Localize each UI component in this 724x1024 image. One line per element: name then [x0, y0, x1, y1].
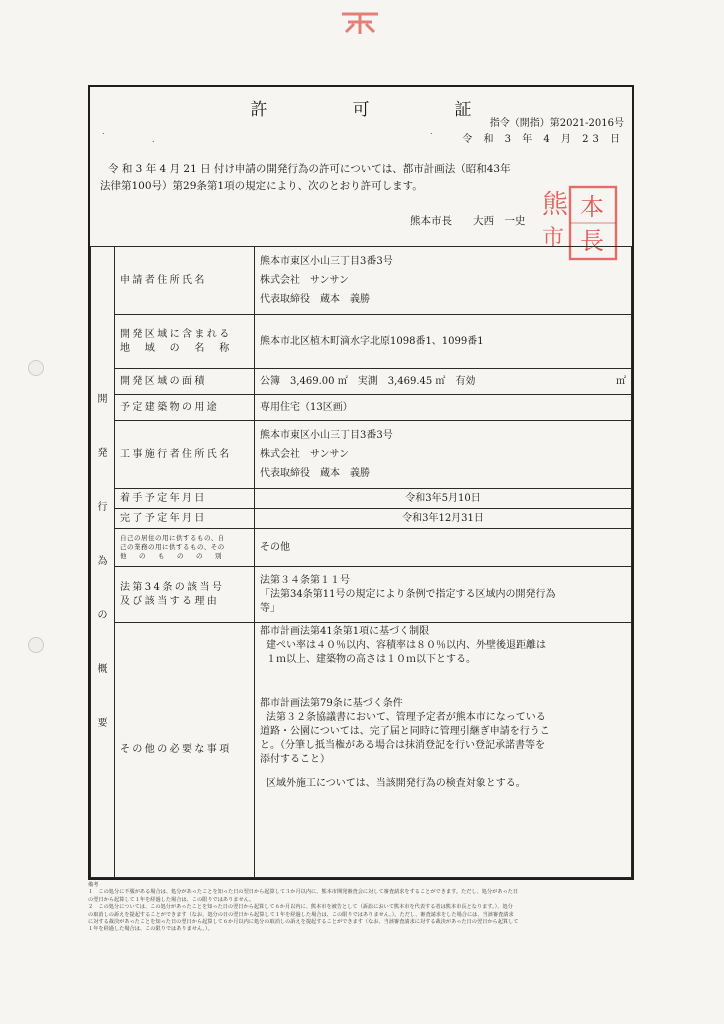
- area-name-label-2: 地 域 の 名 称: [120, 342, 232, 354]
- scan-dot: .: [430, 127, 433, 136]
- side-char: 開: [97, 394, 108, 405]
- other-block1-line: １ｍ以上、建築物の高さは１０ｍ以下とする。: [266, 654, 476, 665]
- other-block1-line: 建ぺい率は４０％以内、容積率は８０％以内、外壁後退距離は: [266, 640, 546, 651]
- permit-document: [88, 85, 634, 880]
- permit-details-table: [90, 246, 632, 878]
- registry-value: 3,469.00 ㎡: [290, 375, 348, 387]
- issuer-name: 熊本市長 大西 一史: [410, 215, 526, 227]
- notes-line: １ この処分に不服がある場合は、処分があったことを知った日の翌日から起算して３か月以内に、熊本市開発審査会に対して審査請求をすることができます。ただし、処分があった日: [88, 889, 519, 896]
- purpose-label-1: 自己の居住の用に供するもの、自: [120, 534, 225, 542]
- article34-line-2: 「法第34条第11号の規定により条例で指定する区域内の開発行為: [260, 588, 556, 600]
- notes-line: ２ この処分については、この処分があったことを知った日の翌日から起算して６か月以内に、熊本市を被告として（訴訟において熊本市を代表する者は熊本市長となります。）、処分: [88, 904, 513, 911]
- contractor-representative: 代表取締役 蔵本 義勝: [260, 468, 370, 479]
- permit-number: 指令（開指）第2021-2016号: [489, 118, 624, 129]
- article34-label-2: 及び該当する理由: [120, 595, 220, 607]
- other-label: その他の必要な事項: [115, 623, 255, 878]
- end-date-label: 完了予定年月日: [115, 509, 255, 529]
- purpose-label: [115, 529, 255, 567]
- side-char: 為: [97, 556, 108, 567]
- area-size-label: 開発区域の面積: [115, 369, 255, 395]
- notes-line: の取消しの訴えを提起することができます（なお、処分の日の翌日から起算して１年を経過した場合は、この限りではありません。）。ただし、審査請求をした場合には、当該審査請求: [88, 911, 514, 918]
- building-use-value: 専用住宅（13区画）: [255, 395, 632, 421]
- seal-text-left-2: 市: [542, 226, 565, 251]
- purpose-value: その他: [255, 529, 632, 567]
- applicant-representative: 代表取締役 蔵本 義勝: [260, 294, 370, 305]
- article34-label: [115, 567, 255, 623]
- area-name-label: [115, 315, 255, 369]
- building-use-label: 予定建築物の用途: [115, 395, 255, 421]
- permit-date: 令 和 3 年 4 月 23 日: [462, 134, 624, 145]
- side-char: 発: [97, 448, 108, 459]
- other-block1-heading: 都市計画法第41条第1項に基づく制限: [260, 626, 430, 637]
- scan-dot: .: [152, 135, 155, 144]
- contractor-company: 株式会社 サンサン: [260, 449, 349, 460]
- side-char: 行: [97, 502, 108, 513]
- article34-label-1: 法第34条の該当号: [120, 581, 225, 593]
- document-title: 許 可 証: [250, 100, 506, 120]
- punch-hole: [28, 360, 44, 376]
- applicant-company: 株式会社 サンサン: [260, 275, 349, 286]
- start-date-value: 令和3年5月10日: [255, 489, 632, 509]
- end-date-value: 令和3年12月31日: [255, 509, 632, 529]
- notes-line: １年を経過した場合は、この限りではありません。）。: [88, 926, 213, 933]
- area-name-label-1: 開発区域に含まれる: [120, 328, 232, 340]
- start-date-label: 着手予定年月日: [115, 489, 255, 509]
- seal-text-right: 本: [580, 193, 604, 221]
- seal-text-right-2: 長: [580, 227, 604, 255]
- area-size-value: [255, 369, 632, 395]
- other-block2-line: と。（分筆し抵当権がある場合は抹消登記を行い登記承諾書等を: [260, 740, 545, 751]
- effective-label: 有効: [455, 375, 476, 387]
- other-block2-heading: 都市計画法第79条に基づく条件: [260, 698, 403, 709]
- red-stamp-mark: [338, 8, 382, 36]
- registry-label: 公簿: [260, 375, 280, 387]
- notes-line: に対する裁決があったことを知った日の翌日から起算して６か月以内に処分の取消しの訴えを提起することができます（なお、当該審査請求に対する裁決があった日の翌日から起算して: [88, 919, 519, 926]
- applicant-value: [255, 247, 632, 315]
- side-char: 概: [97, 664, 108, 675]
- area-name-value: 熊本市北区植木町滴水字北原1098番1、1099番1: [255, 315, 632, 369]
- scan-dot: .: [102, 127, 105, 136]
- other-block2-line: 法第３２条協議書において、管理予定者が熊本市になっている: [266, 712, 546, 723]
- contractor-label: 工事施行者住所氏名: [115, 421, 255, 489]
- contractor-value: [255, 421, 632, 489]
- survey-label: 実測: [357, 375, 378, 387]
- other-block3: 区域外施工については、当該開発行為の検査対象とする。: [266, 778, 526, 789]
- applicant-address: 熊本市東区小山三丁目3番3号: [260, 256, 393, 267]
- preamble-line-2: 法律第100号）第29条第1項の規定により、次のとおり許可します。: [100, 180, 423, 192]
- survey-value: 3,469.45 ㎡: [387, 375, 446, 387]
- purpose-label-2: 己の業務の用に供するもの、その: [120, 543, 225, 551]
- article34-line-3: 等」: [260, 602, 280, 614]
- punch-hole: [28, 637, 44, 653]
- other-block2-line: 添付すること）: [260, 754, 330, 765]
- side-char: 要: [97, 718, 108, 729]
- other-block2-line: 道路・公園については、完了届と同時に管理引継ぎ申請を行うこ: [260, 726, 550, 737]
- contractor-address: 熊本市東区小山三丁目3番3号: [260, 430, 393, 441]
- purpose-label-3: 他 の も の の 別: [120, 552, 225, 560]
- side-char: の: [97, 610, 108, 621]
- notes-section: [88, 882, 638, 934]
- seal-text-left: 熊: [542, 190, 569, 220]
- other-value: [255, 623, 632, 878]
- notes-line: の翌日から起算して１年を経過した場合は、この限りではありません。: [88, 896, 255, 903]
- side-label: [91, 247, 115, 878]
- article34-line-1: 法第３４条第１１号: [260, 574, 350, 586]
- preamble-line-1: 令 和 3 年 4 月 21 日 付け申請の開発行為の許可については、都市計画法（昭和43年: [108, 163, 511, 175]
- effective-unit: ㎡: [616, 375, 626, 387]
- notes-heading: 備考: [88, 882, 99, 888]
- applicant-label: 申請者住所氏名: [115, 247, 255, 315]
- article34-value: [255, 567, 632, 623]
